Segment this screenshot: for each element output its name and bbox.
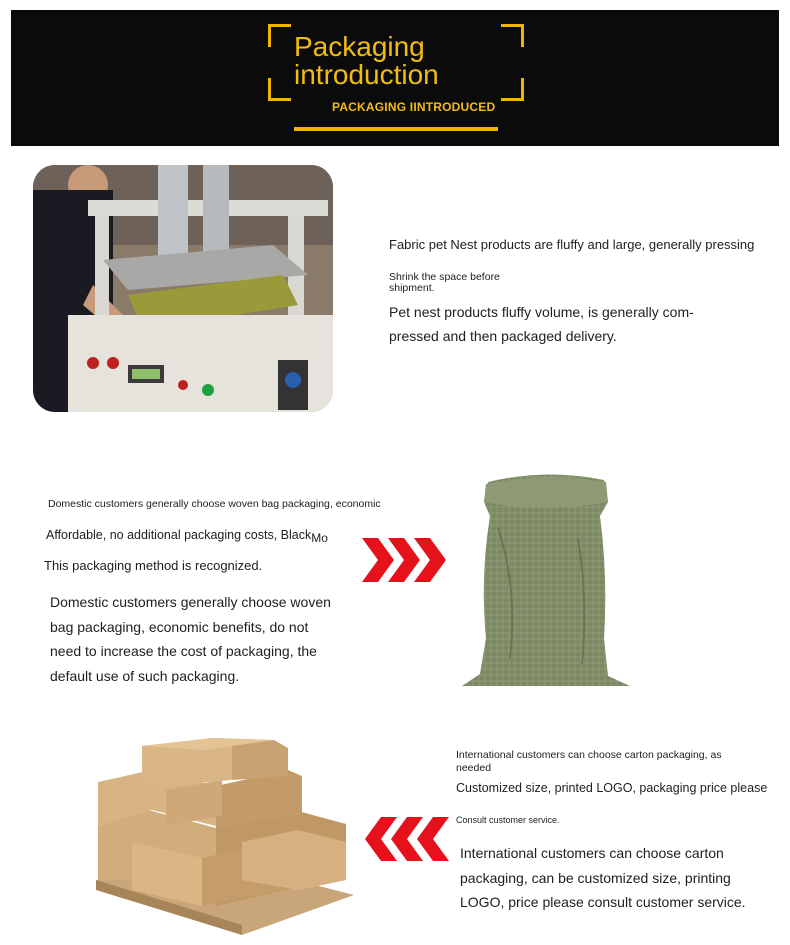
bracket-bottom-right (501, 78, 524, 101)
section2-line3: This packaging method is recognized. (44, 558, 263, 573)
bracket-top-left (268, 24, 291, 47)
section2-line2: Affordable, no additional packaging costs, BlackMo (46, 528, 328, 545)
section2-paragraph-line2: bag packaging, economic benefits, do not (50, 619, 309, 635)
header-banner (11, 10, 779, 146)
section1-line2: Shrink the space before (389, 271, 500, 283)
section3-paragraph-line2: packaging, can be customized size, printing (460, 870, 731, 886)
triple-chevron-right-icon (360, 536, 448, 584)
section1-line1: Fabric pet Nest products are fluffy and large, generally pressing (389, 237, 755, 252)
title-underline (294, 127, 498, 131)
section2-paragraph-line1: Domestic customers generally choose woven (50, 594, 331, 610)
section2-line1: Domestic customers generally choose woven bag packaging, economic (48, 498, 381, 510)
section3-line4: Consult customer service. (456, 815, 560, 825)
section3-line3: Customized size, printed LOGO, packaging price please (456, 781, 768, 795)
section3-paragraph-line3: LOGO, price please consult customer service. (460, 894, 746, 910)
section2-paragraph-line3: need to increase the cost of packaging, the (50, 643, 317, 659)
section1-line3: shipment. (389, 282, 435, 294)
bracket-bottom-left (268, 78, 291, 101)
page-subtitle: PACKAGING IINTRODUCED (332, 100, 496, 114)
section1-paragraph-line1: Pet nest products fluffy volume, is generally com- (389, 304, 694, 320)
compression-machine-photo (33, 165, 333, 412)
triple-chevron-left-icon (363, 815, 451, 863)
carton-pallet-photo (92, 730, 356, 935)
section3-line1: International customers can choose carton packaging, as (456, 749, 722, 761)
page-title-line2: introduction (294, 59, 439, 90)
page-title-line1: Packaging (294, 31, 425, 62)
bracket-top-right (501, 24, 524, 47)
section3-paragraph-line1: International customers can choose carton (460, 845, 724, 861)
section3-line2: needed (456, 762, 492, 774)
section1-paragraph-line2: pressed and then packaged delivery. (389, 328, 617, 344)
section2-paragraph-line4: default use of such packaging. (50, 668, 240, 684)
woven-bag-photo (458, 468, 634, 688)
